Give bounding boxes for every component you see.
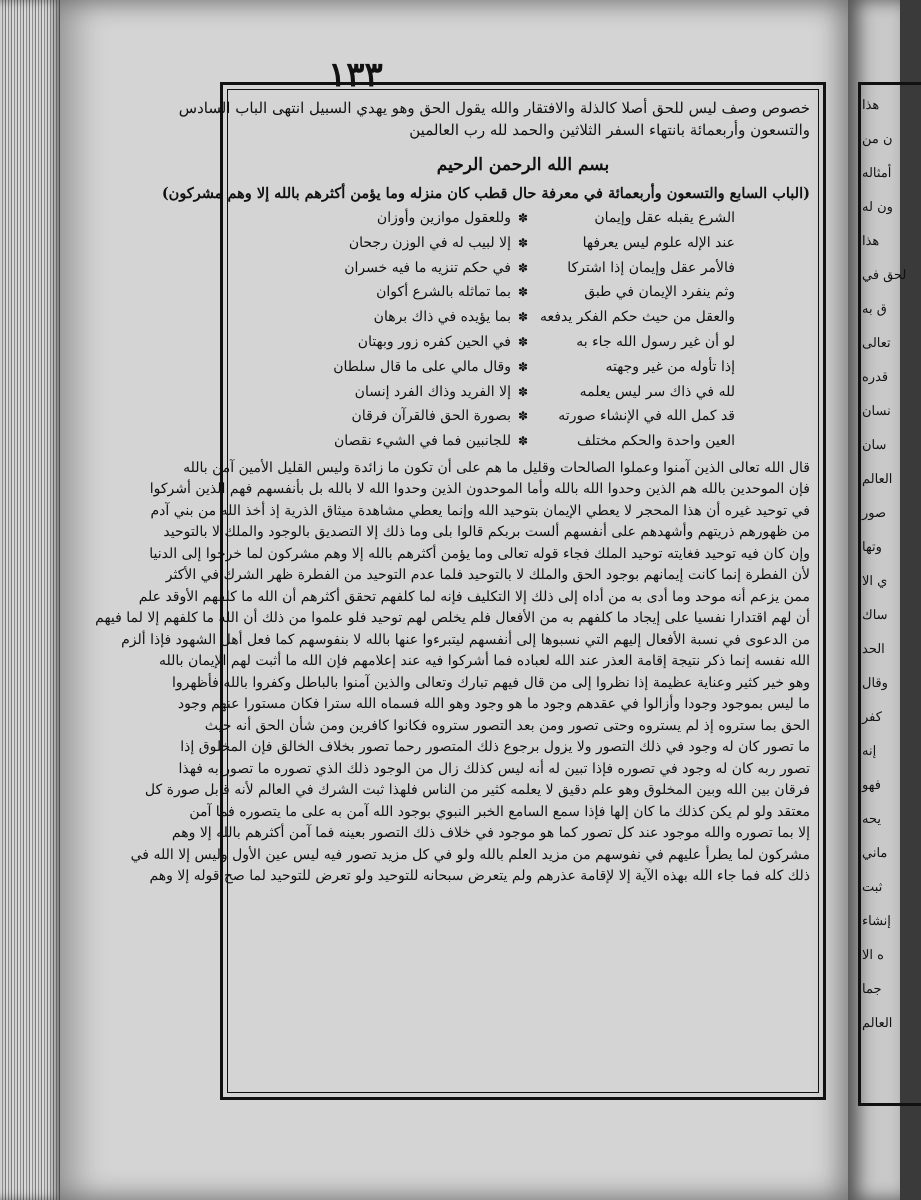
- verse-separator: ✽: [517, 211, 529, 225]
- adjacent-page-fragment: قدره: [862, 370, 889, 385]
- verse-left-hemistich: إلا لبيب له في الوزن رجحان: [348, 234, 511, 251]
- verse-separator: ✽: [517, 310, 529, 325]
- verse-right-hemistich: وثم ينفرد الإيمان في طبق: [584, 284, 735, 301]
- verse-separator: ✽: [517, 359, 529, 374]
- verse-row: [236, 330, 810, 355]
- adjacent-page-fragment: كفر: [862, 710, 882, 725]
- verse-separator: ✽: [517, 285, 529, 300]
- verse-left-hemistich: إلا الفريد وذاك الفرد إنسان: [354, 383, 511, 400]
- verse-separator: ✽: [517, 384, 529, 399]
- verse-right-hemistich: فالأمر عقل وإيمان إذا اشتركا: [567, 259, 735, 276]
- verse-left-hemistich: بصورة الحق فالقرآن فرقان: [351, 408, 511, 425]
- adjacent-page-fragment: ساك: [862, 608, 888, 623]
- adjacent-page-fragment: هذا: [862, 234, 880, 249]
- text-frame-inner: [95, 89, 819, 1093]
- verse-right-hemistich: العين واحدة والحكم مختلف: [576, 433, 735, 450]
- verse-row: [236, 380, 810, 405]
- verse-separator: ✽: [517, 260, 529, 275]
- verse-left-hemistich: بما تماثله بالشرع أكوان: [376, 284, 511, 301]
- text-line: الله نفسه إنما ذكر نتيجة إقامة العذر عند الله لعباده فما أشركوا فيه عند إعلامهم فإن الله ما أثبت لهم الإيمان بالله: [158, 653, 810, 670]
- adjacent-page-fragment: ق به: [862, 302, 887, 317]
- text-line: والتسعون وأربعمائة بانتهاء السفر الثلاثين والحمد لله رب العالمين: [409, 120, 810, 139]
- verse-left-hemistich: للجانبين فما في الشيء نقصان: [334, 433, 511, 450]
- adjacent-page-fragment: هذا: [862, 98, 880, 113]
- verse-row: [236, 429, 810, 454]
- verse-left-hemistich: وللعقول موازين وأوزان: [376, 210, 511, 226]
- adjacent-page-fragment: فهو: [862, 778, 881, 793]
- text-line: ذلك كله فما جاء الله بهذه الآية إلا لإقامة عذرهم ولم يتعرض سبحانه للتوحيد ولو تعرض للتوحيد لما صح قوله إلا وهم: [149, 868, 810, 885]
- verse-right-hemistich: عند الإله علوم ليس يعرفها: [582, 234, 735, 251]
- text-line: الحق بما ستروه إذ لم يستروه وحتى تصور ومن بعد التصور ستروه فكانوا كافرين ومن شأن الحق أنه حيث: [204, 717, 810, 734]
- text-line: ما ليس بموجود وجودا وأزالوا في عقدهم وجود ما هو وجود وهو الله فسماه الله سترا فكان مستورا عنهم وجود: [177, 696, 810, 713]
- verse-row: [236, 256, 810, 281]
- chapter-heading: (الباب السابع والتسعون وأربعمائة في معرفة حال قطب كان منزله وما يؤمن أكثرهم بالله إلا وهم مشركون): [161, 185, 810, 202]
- adjacent-page-fragment: وتها: [862, 540, 882, 555]
- adjacent-page-fragment: لحق في: [862, 268, 907, 283]
- text-line: مشركون لما يطرأ عليهم في نفوسهم من مزيد العلم بالله ولو في كل مزيد تصور فيه ليس عين الأول وليس إلا الله في: [130, 846, 810, 863]
- adjacent-page-fragment: إنه: [862, 744, 877, 759]
- verse-right-hemistich: الشرع يقبله عقل وإيمان: [594, 210, 735, 226]
- page-number: ١٣٣: [328, 55, 383, 95]
- verse-left-hemistich: بما يؤيده في ذاك برهان: [373, 309, 511, 326]
- text-frame: [95, 82, 826, 1100]
- book-page: [60, 0, 852, 1200]
- text-line: وهو خير كثير وعناية عظيمة إذا نظروا إلى من قال فيهم تبارك وتعالى والذين آمنوا بالباطل وكفروا بالله فأظهروا: [171, 674, 810, 691]
- text-line: تصور ربه كان له وجود في تصوره فإذا تبين له أنه ليس كذلك زال من الوجود ذلك الذي تصوره ما تصور به فهذا: [178, 760, 810, 777]
- verse-separator: ✽: [517, 409, 529, 424]
- adjacent-page-fragment: العالم: [862, 472, 893, 487]
- adjacent-page-fragment: العالم: [862, 1016, 893, 1031]
- adjacent-page-fragment: تعالى: [862, 336, 891, 351]
- text-line: فإن الموحدين بالله هم الذين وحدوا الله بالله وأما الموحدون الذين وحدوا الله لا بالله بل بأنفسهم فهم الذين أشركوا: [149, 481, 810, 498]
- verse-left-hemistich: في الحين كفره زور وبهتان: [357, 333, 511, 350]
- prose-body: [95, 458, 810, 888]
- adjacent-page-fragment: وقال: [862, 676, 888, 691]
- verse-separator: ✽: [517, 434, 529, 449]
- verse-right-hemistich: إذا تأوله من غير وجهته: [605, 358, 735, 375]
- text-line: فرقان بين الله وبين المخلوق وهو علم دقيق لا يعلمه كثير من الناس فلهذا ثبت الشرك في العالم لأنه قابل صورة كل: [144, 782, 810, 799]
- adjacent-page-fragment: ي الا: [862, 574, 888, 589]
- text-line: وإن كان فيه توحيد فغايته توحيد الملك فجاء قوله تعالى وما يؤمن أكثرهم بالله إلا وهم مشركون لما خرجوا إلى الدنيا: [149, 545, 810, 562]
- verse-row: [236, 305, 810, 330]
- verse-right-hemistich: لله في ذاك سر ليس يعلمه: [579, 383, 735, 400]
- adjacent-page-fragment: ون له: [862, 200, 893, 215]
- verse-left-hemistich: وقال مالي على ما قال سلطان: [333, 358, 511, 375]
- adjacent-page-fragment: سان: [862, 438, 887, 453]
- text-line: إلا بما تصوره والله موجود عند كل تصور كما هو موجود في خلاف ذلك التصور بعينه فما آمن أكثرهم بالله إلا وهم: [171, 825, 810, 842]
- verse-row: [236, 280, 810, 305]
- verse-right-hemistich: والعقل من حيث حكم الفكر يدفعه: [540, 309, 735, 326]
- adjacent-page-edge: [848, 0, 907, 1200]
- text-line: في توحيد غيره أن هذا المحجر لا يعطي الإيمان بتوحيد الله وإنما يعطي مشاهدة ميثاق الذرية إذ أخذ الله من بني آدم: [150, 502, 810, 519]
- adjacent-page-fragment: أمثاله: [862, 166, 892, 181]
- adjacent-page-fragment: ن من: [862, 132, 893, 147]
- verse-row: [236, 206, 810, 231]
- adjacent-page-fragment: يحه: [862, 812, 881, 827]
- adjacent-page-fragment: جما: [862, 982, 882, 997]
- adjacent-page-fragment: صور: [862, 506, 887, 521]
- adjacent-page-fragment: ماني: [862, 846, 888, 861]
- text-line: ممن يزعم أنه موحد وما أدى به من أداه إلى ذلك إلا التكليف فإنه لما كلفهم تحقق أكثرهم أن الله ما كلفهم الأوقد علم: [138, 588, 810, 605]
- verse-left-hemistich: في حكم تنزيه ما فيه خسران: [344, 259, 511, 276]
- text-line: أن لهم اقتدارا نفسيا على إيجاد ما كلفهم به من الأفعال فلم يخلص لهم توحيد فلو علموا من ذلك أن الله ما كلفهم إلا لما فيهم: [95, 610, 810, 627]
- book-page-edges: [0, 0, 62, 1200]
- opening-lines: [178, 98, 810, 141]
- text-line: ما تصور كان له وجود في ذلك التصور ولا يزول برجوع ذلك المتصور رحما تصور بخلاف الخالق فإن المخلوق إذا: [180, 739, 810, 756]
- verse-separator: ✽: [517, 334, 529, 349]
- verse-row: [236, 231, 810, 256]
- text-line: معتقد ولو لم يكن كذلك ما كان إلها فإذا سمع السامع الخبر النبوي بوجود الله آمن به على ما يتصوره فما آمن: [189, 803, 810, 820]
- adjacent-page-fragment: الحد: [862, 642, 885, 657]
- verse-separator: ✽: [517, 235, 529, 250]
- bismillah-heading: بسم الله الرحمن الرحيم: [436, 155, 610, 175]
- adjacent-page-fragment: إنشاء: [862, 914, 891, 929]
- poem-block: [236, 206, 810, 454]
- verse-right-hemistich: لو أن غير رسول الله جاء به: [576, 333, 735, 350]
- text-line: خصوص وصف ليس للحق أصلا كالذلة والافتقار والله يقول الحق وهو يهدي السبيل انتهى الباب السادس: [178, 99, 810, 117]
- adjacent-page-fragment: ثبت: [862, 880, 883, 895]
- adjacent-page-fragment: ه الا: [862, 948, 884, 963]
- adjacent-page-fragment: نسان: [862, 404, 891, 419]
- verse-right-hemistich: قد كمل الله في الإنشاء صورته: [558, 408, 735, 425]
- text-line: من ظهورهم ذريتهم وأشهدهم على أنفسهم ألست بربكم قالوا بلى وما ذلك إلا التصديق بالوجود والملك لا بالتوحيد: [163, 524, 810, 541]
- text-line: قال الله تعالى الذين آمنوا وعملوا الصالحات وقليل ما هم على أن تكون ما زائدة وليس القليل الأمين آمن بالله: [183, 459, 810, 476]
- verse-row: [236, 355, 810, 380]
- verse-row: [236, 404, 810, 429]
- text-line: لأن الفطرة إنما كانت إيمانهم بوجود الحق والملك لا بالتوحيد فلما عدم التوحيد من الفطرة ظهر الشرك في الأكثر: [165, 567, 810, 584]
- text-line: من الدعوى في نسبة الأفعال إليهم التي نسبوها إلى أنفسهم ليتبرءوا عنها بالله لا بنفوسهم كما فعل أهل الشهود فإذا ألزم: [121, 631, 810, 648]
